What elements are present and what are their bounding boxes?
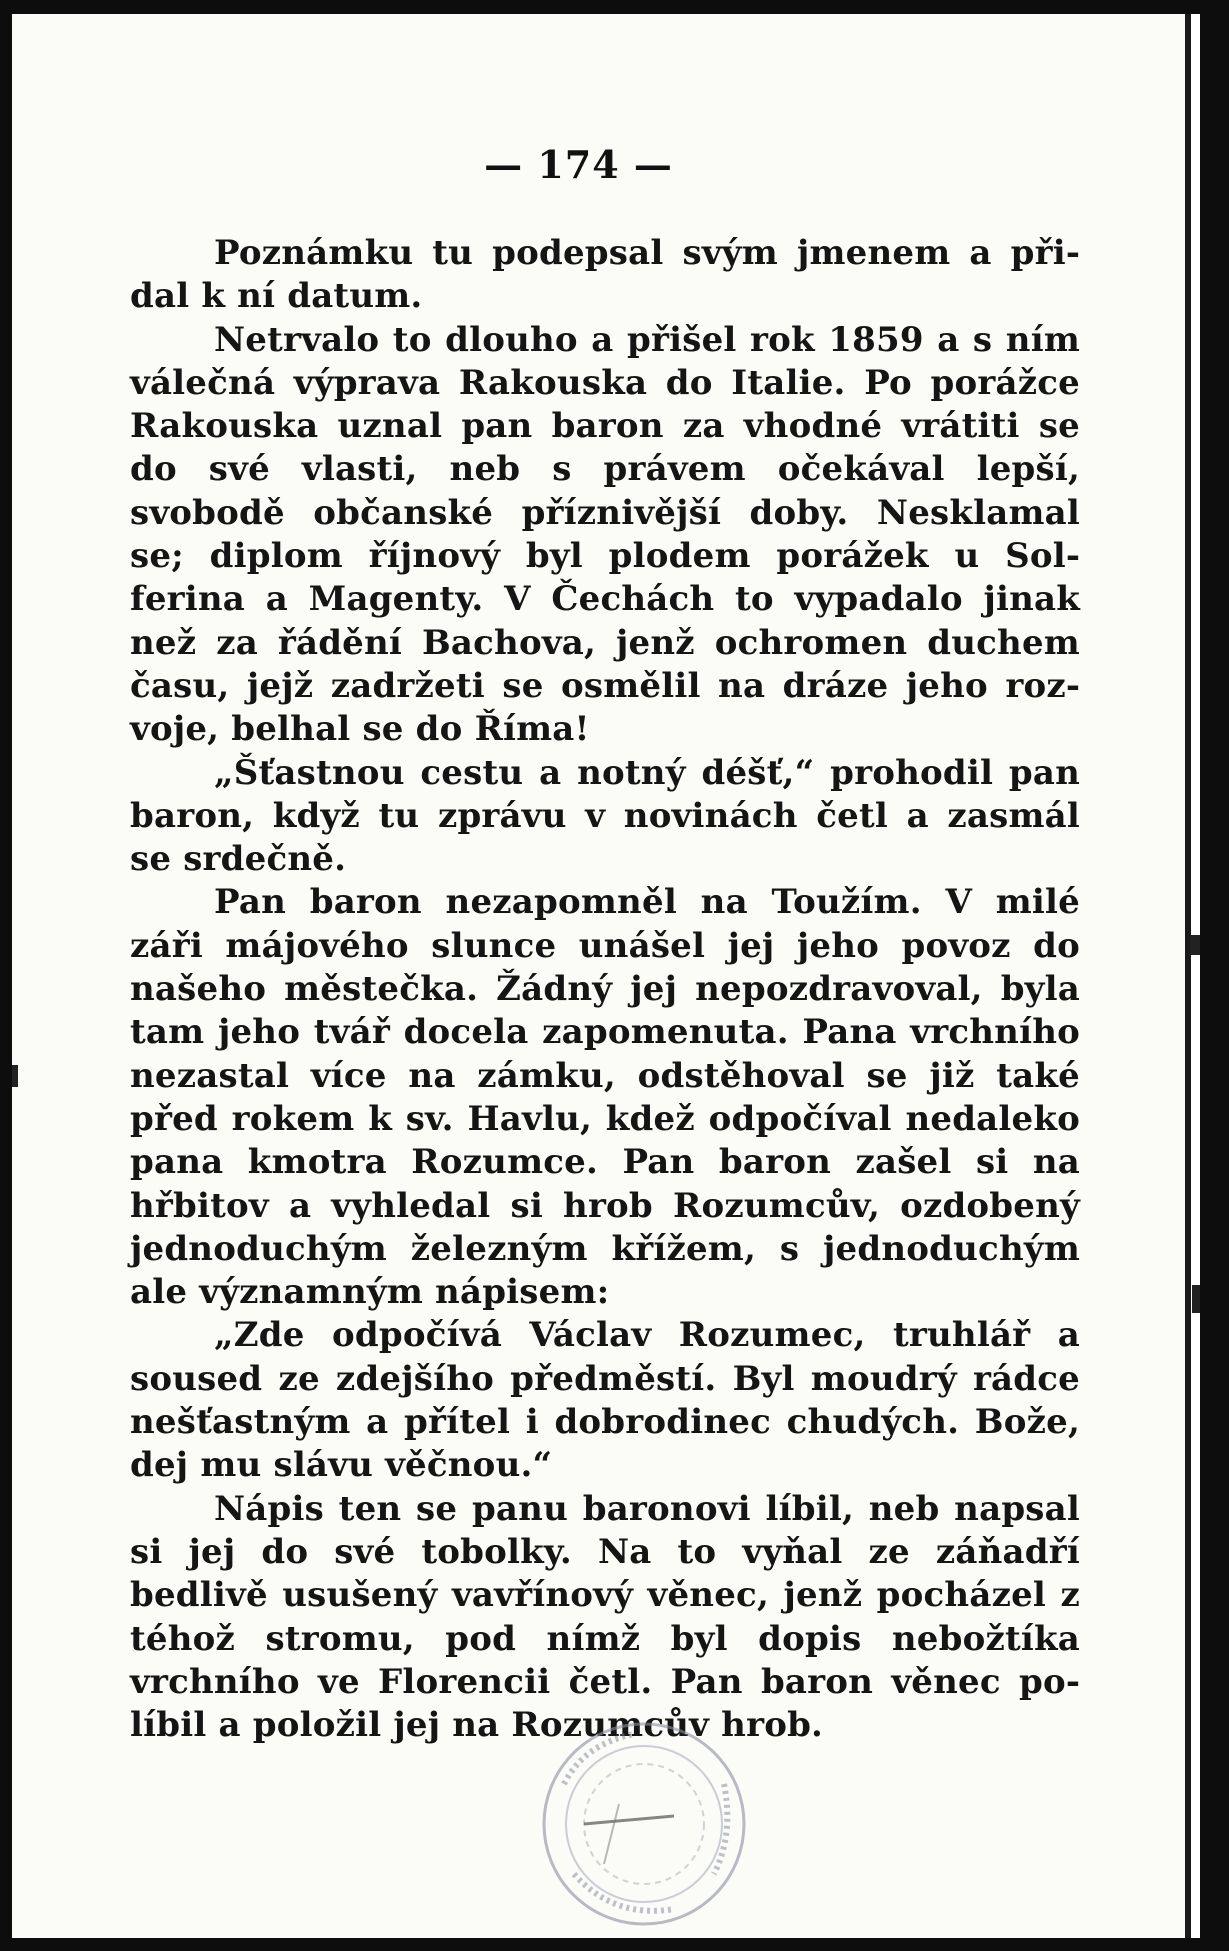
scan-border-top xyxy=(0,0,1229,14)
body-text xyxy=(130,232,1080,1747)
paragraph: Pan baron nezapomněl na Toužím. V milé záři májového slunce unášel jej jeho povoz do našeho městečka. Žádný jej nepozdravoval, byla tam jeho tvář docela zapomenuta. Pana vrchního nezastal více na zámku, odstěhoval se již také před rokem k sv. Havlu, kdež odpočíval nedaleko pana kmotra Rozumce. Pan baron zašel si na hřbitov a vyhledal si hrob Rozumcův, ozdobený jednoduchým železným křížem, s jednoduchým ale významným nápisem: xyxy=(130,882,1080,1313)
paragraph: Poznámku tu podepsal svým jmenem a přidal k ní datum. xyxy=(130,233,1080,317)
paragraph: „Zde odpočívá Václav Rozumec, truhlář a soused ze zdejšího předměstí. Byl moudrý rádce nešťastným a přítel i dobrodinec chudých. Bože, dej mu slávu věčnou.“ xyxy=(130,1315,1080,1486)
page-number: — 174 — xyxy=(484,142,673,187)
book-page xyxy=(12,14,1185,1938)
scan-border-right-inner xyxy=(1185,14,1191,1938)
scan-border-right xyxy=(1200,0,1229,1951)
paragraph: „Šťastnou cestu a notný déšť,“ prohodil pan baron, když tu zprávu v novinách četl a zasmál se srdečně. xyxy=(130,752,1080,880)
scan-edge-mark xyxy=(1190,935,1200,955)
scan-edge-mark xyxy=(1192,1285,1200,1313)
library-stamp xyxy=(524,1704,764,1944)
scan-edge-mark xyxy=(12,1065,18,1087)
paragraph: Nápis ten se panu baronovi líbil, neb napsal si jej do své tobolky. Na to vyňal ze záňadří bedlivě usušený vavřínový věnec, jenž pocházel z téhož stromu, pod nímž byl dopis nebožtíka vrchního ve Florencii četl. Pan baron věnec políbil a položil jej na Rozumcův hrob. xyxy=(130,1488,1080,1746)
scan-border-left xyxy=(0,0,12,1951)
paragraph: Netrvalo to dlouho a přišel rok 1859 a s ním válečná výprava Rakouska do Italie. Po porážce Rakouska uznal pan baron za vhodné vrátiti se do své vlasti, neb s právem očekával lepší, svobodě občanské příznivější doby. Nesklamal se; diplom říjnový byl plodem porážek u Solferina a Magenty. V Čechách to vypadalo jinak než za řádění Bachova, jenž ochromen duchem času, jejž zadržeti se osmělil na dráze jeho rozvoje, belhal se do Říma! xyxy=(130,319,1080,750)
